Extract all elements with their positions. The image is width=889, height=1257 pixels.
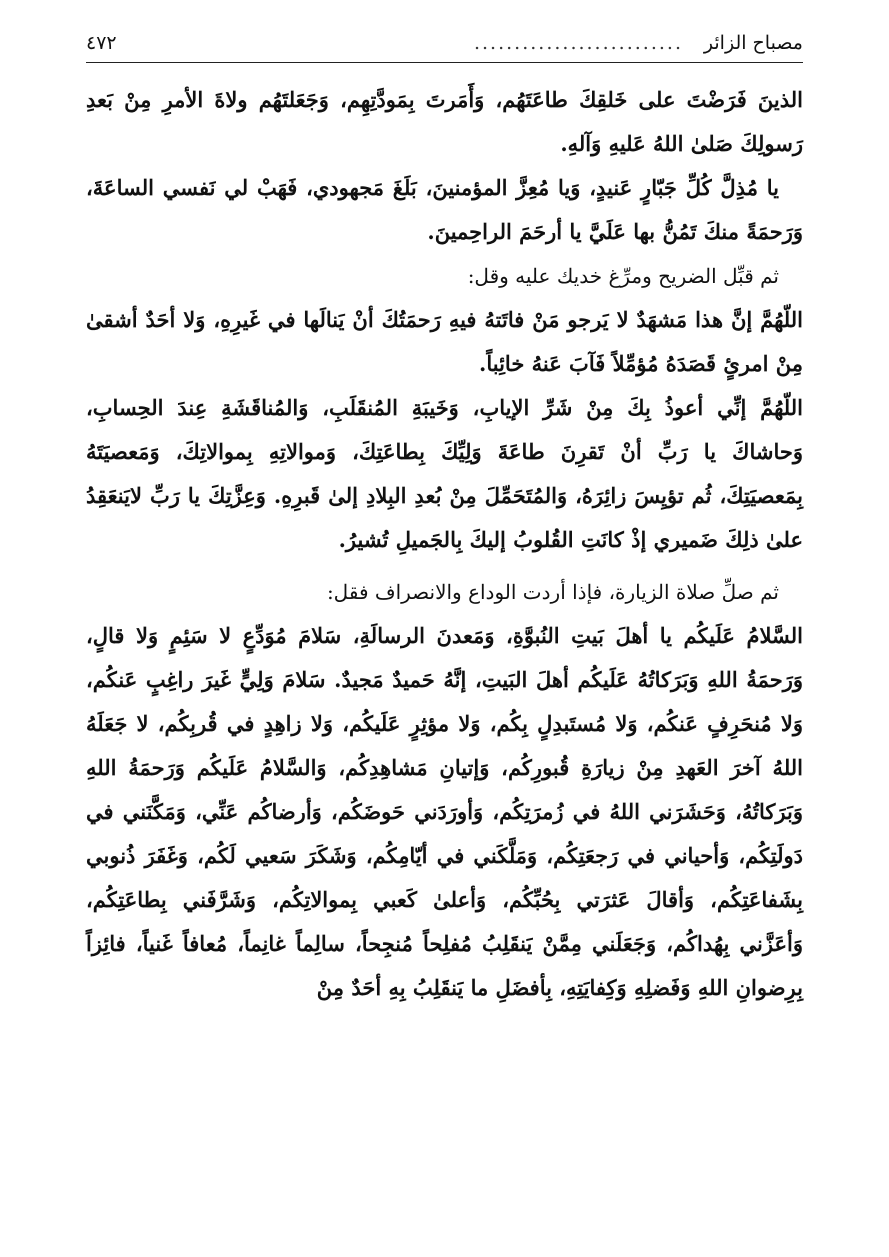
instruction-farewell: ثم صلِّ صلاة الزيارة، فإذا أردت الوداع والانصراف فقل: xyxy=(326,580,779,604)
paragraph-prayer-1: الذينَ فَرَضْتَ على خَلقِكَ طاعَتَهُم، وَأَمَرتَ بِمَودَّتِهِم، وَجَعَلتَهُم ولاةَ الأمرِ مِنْ بَعدِ رَسولِكَ صَلىٰ اللهُ عَليهِ وَآلهِ. xyxy=(86,87,803,156)
leader-dots: .......................... xyxy=(473,32,683,54)
running-header xyxy=(86,28,803,63)
instruction-kiss-shrine: ثم قبِّل الضريح ومرِّغ خديك عليه وقل: xyxy=(467,264,779,288)
paragraph-prayer-4: اللّهُمَّ إنِّي أعوذُ بِكَ مِنْ شَرِّ الإيابِ، وَخَيبَةِ المُنقَلَبِ، وَالمُناقَشَةِ عِندَ الحِسابِ، وَحاشاكَ يا رَبِّ أنْ تَقرِنَ طاعَةَ وَلِيِّكَ بِطاعَتِكَ، وَموالاتِهِ بِموالاتِكَ، وَمَعصيَتَهُ بِمَعصيَتِكَ، ثُم تؤيِسَ زائِرَهُ، وَالمُتَحَمِّلَ مِنْ بُعدِ البِلادِ إلىٰ قَبرِهِ. وَعِزَّتِكَ يا رَبِّ لايَنعَقِدُ علىٰ ذلِكَ ضَميري إذْ كانَتِ القُلوبُ إليكَ بِالجَميلِ تُشيرُ. xyxy=(86,395,803,552)
paragraph-prayer-2: يا مُذِلَّ كُلِّ جَبّارٍ عَنيدٍ، وَيا مُعِزَّ المؤمنينَ، بَلَغَ مَجهودي، فَهَبْ لي نَفسي الساعَةَ، وَرَحمَةً منكَ تَمُنُّ بها عَلَيَّ يا أرحَمَ الراحِمينَ. xyxy=(86,175,803,244)
paragraph-prayer-3: اللّهُمَّ إنَّ هذا مَشهَدٌ لا يَرجو مَنْ فاتَتهُ فيهِ رَحمَتُكَ أنْ يَنالَها في غَيرِهِ، وَلا أحَدٌ أشقىٰ مِنْ امرئٍ قَصَدَهُ مُؤمِّلاً فَآبَ عَنهُ خائِباً. xyxy=(86,307,803,376)
paragraph-farewell-ziyarat: السَّلامُ عَلَيكُم يا أهلَ بَيتِ النُبوَّةِ، وَمَعدنَ الرسالَةِ، سَلامَ مُوَدِّعٍ لا سَئِمٍ وَلا قالٍ، وَرَحمَةُ اللهِ وَبَرَكاتُهُ عَلَيكُم أهلَ البَيتِ، إنَّهُ حَميدٌ مَجيدٌ. سَلامَ وَلِيٍّ غَيرَ راغِبٍ عَنكُم، وَلا مُنحَرِفٍ عَنكُم، وَلا مُستَبدِلٍ بِكُم، وَلا مؤثِرٍ عَلَيكُم، وَلا زاهِدٍ في قُربِكُم، لا جَعَلَهُ اللهُ آخرَ العَهدِ مِنْ زيارَةِ قُبورِكُم، وَإتيانِ مَشاهِدِكُم، وَالسَّلامُ عَلَيكُم وَرَحمَةُ اللهِ وَبَرَكاتُهُ، وَحَشَرَني اللهُ في زُمرَتِكُم، وَأورَدَني حَوضَكُم، وَأرضاكُم عَنِّي، وَمَكَّنَني في دَولَتِكُم، وَأحياني في رَجعَتِكُم، وَمَلَّكَني في أيّامِكُم، وَشَكَرَ سَعيي لَكُم، وَغَفَرَ ذُنوبي بِشَفاعَتِكُم، وَأقالَ عَثرَتي بِحُبِّكُم، وَأعلىٰ كَعبي بِموالاتِكُم، وَشَرَّفَني بِطاعَتِكُم، وَأعَزَّني بِهُداكُم، وَجَعَلَني مِمَّنْ يَنقَلِبُ مُفلِحاً مُنجِحاً، سالِماً غانِماً، مُعافاً غَنياً، فائِزاً بِرِضوانِ اللهِ وَفَضلِهِ وَكِفايَتِهِ، بِأفضَلِ ما يَنقَلِبُ بِهِ أحَدٌ مِنْ xyxy=(86,623,803,1000)
page-number: ٤٧٢ xyxy=(86,32,117,54)
page-body xyxy=(86,78,803,1010)
book-title: مصباح الزائر xyxy=(703,32,803,54)
